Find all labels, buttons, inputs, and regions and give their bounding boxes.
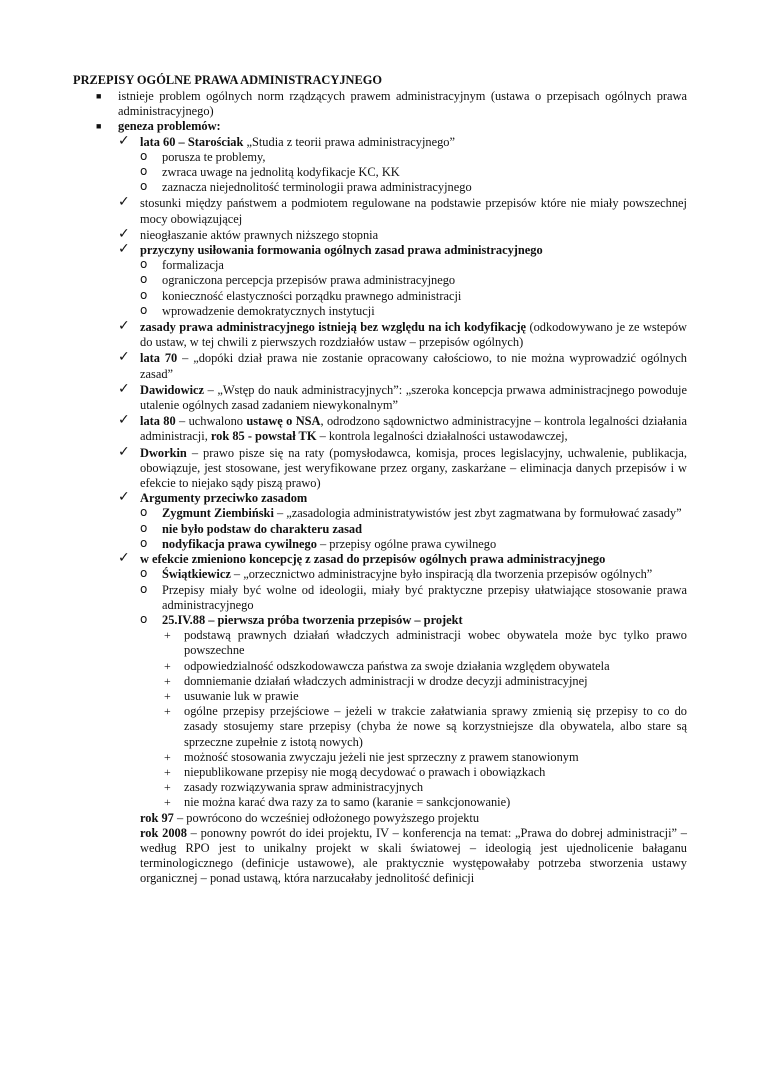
item-text: nie można karać dwa razy za to samo (karanie = sankcjonowanie) [184,795,511,810]
circle-item [140,505,687,521]
plus-item [164,688,687,704]
item-text: formalizacja [162,258,224,273]
plus-item [164,673,687,689]
circle-item [140,148,687,165]
item-bold: 25.IV.88 – pierwsza próba tworzenia przepisów – projekt [162,612,463,627]
circle-bullet-icon: o [140,257,148,272]
circle-item [140,566,687,582]
circle-item [140,164,687,180]
plus-item [164,795,687,810]
item-bold: lata 60 – Starościak [140,134,244,149]
circle-bullet-icon: o [140,148,148,163]
check-item [118,489,687,552]
item-text: ogólne przepisy przejściowe – jeżeli w trakcie załatwiania sprawy zmienią się przepisy to co do zasady stosujemy stare przepisy (chyba że nowe są korzystniejsze dla obywatela, albo stare są sprzeczne zupełnie z istotą nowych) [184,704,687,749]
circle-list [140,150,687,196]
plus-bullet-icon: + [164,764,171,779]
item-bold: Argumenty przeciwko zasadom [140,491,308,506]
circle-bullet-icon: o [140,164,148,179]
square-bullet-icon: ■ [96,91,102,101]
check-item [118,241,687,319]
checkmark-icon: ✓ [118,349,130,366]
circle-item [140,257,687,273]
item-text: , odrodzono sądownictwo administracyjne – kontrola legalności działania administracji, [140,414,687,444]
item-bold: rok 85 - powstał TK [210,429,317,444]
check-item [118,132,687,196]
checkmark-icon: ✓ [118,132,130,149]
circle-bullet-icon: o [140,287,148,302]
item-text: – powrócono do wcześniej odłożonego powyższego projektu [173,810,480,825]
check-list [118,132,688,887]
item-bold: nie było podstaw do charakteru zasad [162,521,362,536]
item-text: możność stosowania zwyczaju jeżeli nie jest sprzeczny z prawem stanowionym [184,749,579,764]
circle-bullet-icon: o [140,505,148,520]
plus-bullet-icon: + [164,673,171,688]
circle-item [140,179,687,195]
item-bold: rok 97 [140,810,174,825]
circle-item [140,302,687,319]
item-text: domniemanie działań władczych administracji w drodze decyzji administracyjnej [184,673,588,688]
square-bullet-icon: ■ [96,121,102,132]
item-bold: lata 80 [140,414,176,429]
plus-list [162,628,687,810]
circle-bullet-icon: o [140,179,148,194]
item-bold: Dawidowicz [140,382,205,397]
circle-list [140,506,687,552]
circle-item [140,272,687,288]
circle-bullet-icon: o [140,535,148,550]
item-bold: Zygmunt Ziembiński [162,506,274,521]
item-text: zasady rozwiązywania spraw administracyjnych [184,780,424,795]
checkmark-icon: ✓ [118,380,130,397]
plus-bullet-icon: + [164,795,171,810]
circle-item [140,611,687,811]
circle-item [140,520,687,537]
check-item [118,225,687,243]
checkmark-icon: ✓ [118,412,130,429]
circle-list [140,567,687,810]
item-text: stosunki między państwem a podmiotem regulowane na podstawie przepisów które nie miały powszechnej mocy obowiązującej [140,196,687,226]
plus-item [164,628,687,658]
item-text: – „zasadologia administratywistów jest zbyt zagmatwana by formułować zasady” [273,506,682,521]
plus-item [164,780,687,795]
item-bold: ustawę o NSA [246,414,321,429]
circle-bullet-icon: o [140,566,148,581]
checkmark-icon: ✓ [118,443,130,460]
item-text: – uchwalono [175,414,247,429]
plus-bullet-icon: + [164,688,171,703]
item-text: zaznacza niejednolitość terminologii prawa administracyjnego [162,180,472,195]
plus-bullet-icon: + [164,658,171,673]
item-bold: przyczyny usiłowania formowania ogólnych zasad prawa administracyjnego [140,243,543,258]
item-text: – kontrola legalności działalności ustawodawczej, [316,429,568,444]
plus-item [164,749,687,765]
item-text: odpowiedzialność odszkodowawcza państwa za swoje działania względem obywatela [184,658,610,673]
list-item [96,119,688,886]
circle-bullet-icon: o [140,302,148,317]
item-text: usuwanie luk w prawie [184,688,299,703]
checkmark-icon: ✓ [118,489,130,506]
paragraph-rok-2008 [140,826,687,887]
bullet-text: geneza problemów: [118,119,221,134]
item-text: konieczność elastyczności porządku prawnego administracji [162,288,462,303]
item-text: „Studia z teorii prawa administracyjnego” [243,134,455,149]
item-text: niepublikowane przepisy nie mogą decydować o prawach i obowiązkach [184,764,546,779]
item-bold: w efekcie zmieniono koncepcję z zasad do przepisów ogólnych prawa administracyjnego [140,552,606,567]
item-text: – „orzecznictwo administracyjne było inspiracją dla tworzenia przepisów ogólnych” [230,567,653,582]
checkmark-icon: ✓ [118,194,130,211]
item-text: zwraca uwage na jednolitą kodyfikacje KC, KK [162,165,400,180]
document-title: PRZEPISY OGÓLNE PRAWA ADMINISTRACYJNEGO [73,73,383,87]
item-text: – ponowny powrót do idei projektu, IV – konferencja na temat: „Prawa do dobrej administracji” – według RPO jest to unikalny projekt w skali światowej – ideologią jest ujednolicenie bałaganu terminologicznego (definicje ustawowe), ale praktycznie występowałaby potrzeba stworzenia ustawy organicznej – ponad ustawą, która narzucałaby jednolitość definicji [140,825,687,886]
item-text: porusza te problemy, [162,149,266,164]
item-text: wprowadzenie demokratycznych instytucji [162,303,375,318]
bullet-text: istnieje problem ogólnych norm rządzących prawem administracyjnym (ustawa o przepisach ogólnych prawa administracyjnego) [118,89,687,119]
list-item [96,89,687,119]
plus-bullet-icon: + [164,628,171,643]
circle-bullet-icon: o [140,272,148,287]
paragraph-rok-97 [140,811,687,826]
plus-item [164,764,687,780]
item-bold: Świątkiewicz [162,567,231,582]
circle-bullet-icon: o [140,581,148,596]
item-text: – „dopóki dział prawa nie zostanie opracowany całościowo, to nie można wyprowadzić ogólnych zasad” [140,351,688,381]
main-list [96,89,688,887]
plus-bullet-icon: + [164,704,171,719]
plus-bullet-icon: + [164,780,171,795]
item-bold: nodyfikacja prawa cywilnego [162,536,317,551]
check-item [118,412,687,444]
checkmark-icon: ✓ [118,318,130,335]
item-bold: zasady prawa administracyjnego istnieją bez względu na ich kodyfikację [140,320,527,335]
item-bold: rok 2008 [140,825,187,840]
item-text: – prawo pisze się na raty (pomysłodawca, komisja, proces legislacyjny, uchwalenie, publikacja, obowiązuje, jest stosowane, jest weryfikowane przez organy, zaskarżane – eliminacja danych przepisów i w efekcie to niejako sądy piszą prawo) [140,445,687,491]
circle-item [140,535,687,552]
item-text: Przepisy miały być wolne od ideologii, miały być praktyczne przepisy ułatwiające stosowanie prawa administracyjnego [162,582,687,612]
check-item [118,443,687,492]
circle-bullet-icon: o [140,520,148,535]
circle-list [140,258,687,319]
check-item [118,349,688,381]
item-bold: Dworkin [140,445,187,460]
item-text: ograniczona percepcja przepisów prawa administracyjnego [162,273,456,288]
checkmark-icon: ✓ [118,550,130,567]
item-text: – „Wstęp do nauk administracyjnych”: „szeroka koncepcja prwawa administracjnego powoduje utalenie ogólnych zasad zadaniem niewykonalnym” [140,382,687,413]
circle-bullet-icon: o [140,611,148,626]
plus-item [164,658,687,674]
circle-item [140,287,687,304]
plus-item [164,704,687,750]
checkmark-icon: ✓ [118,241,130,258]
item-bold: lata 70 [140,351,178,366]
plus-bullet-icon: + [164,749,171,764]
item-text: (odkodowywano je ze wstepów do ustaw, w tej chwili z pierwszych rozdziałów ustaw – przepisów ogólnych) [140,320,687,350]
circle-item [140,581,687,613]
checkmark-icon: ✓ [118,225,130,242]
item-text: nieogłaszanie aktów prawnych niższego stopnia [140,227,379,242]
check-item [118,318,687,350]
check-item [118,380,687,413]
check-item [118,194,687,226]
item-text: – przepisy ogólne prawa cywilnego [316,536,497,551]
item-text: podstawą prawnych działań władczych administracji wobec obywatela może byc tylko prawo powszechne [184,628,687,658]
check-item [118,550,687,886]
